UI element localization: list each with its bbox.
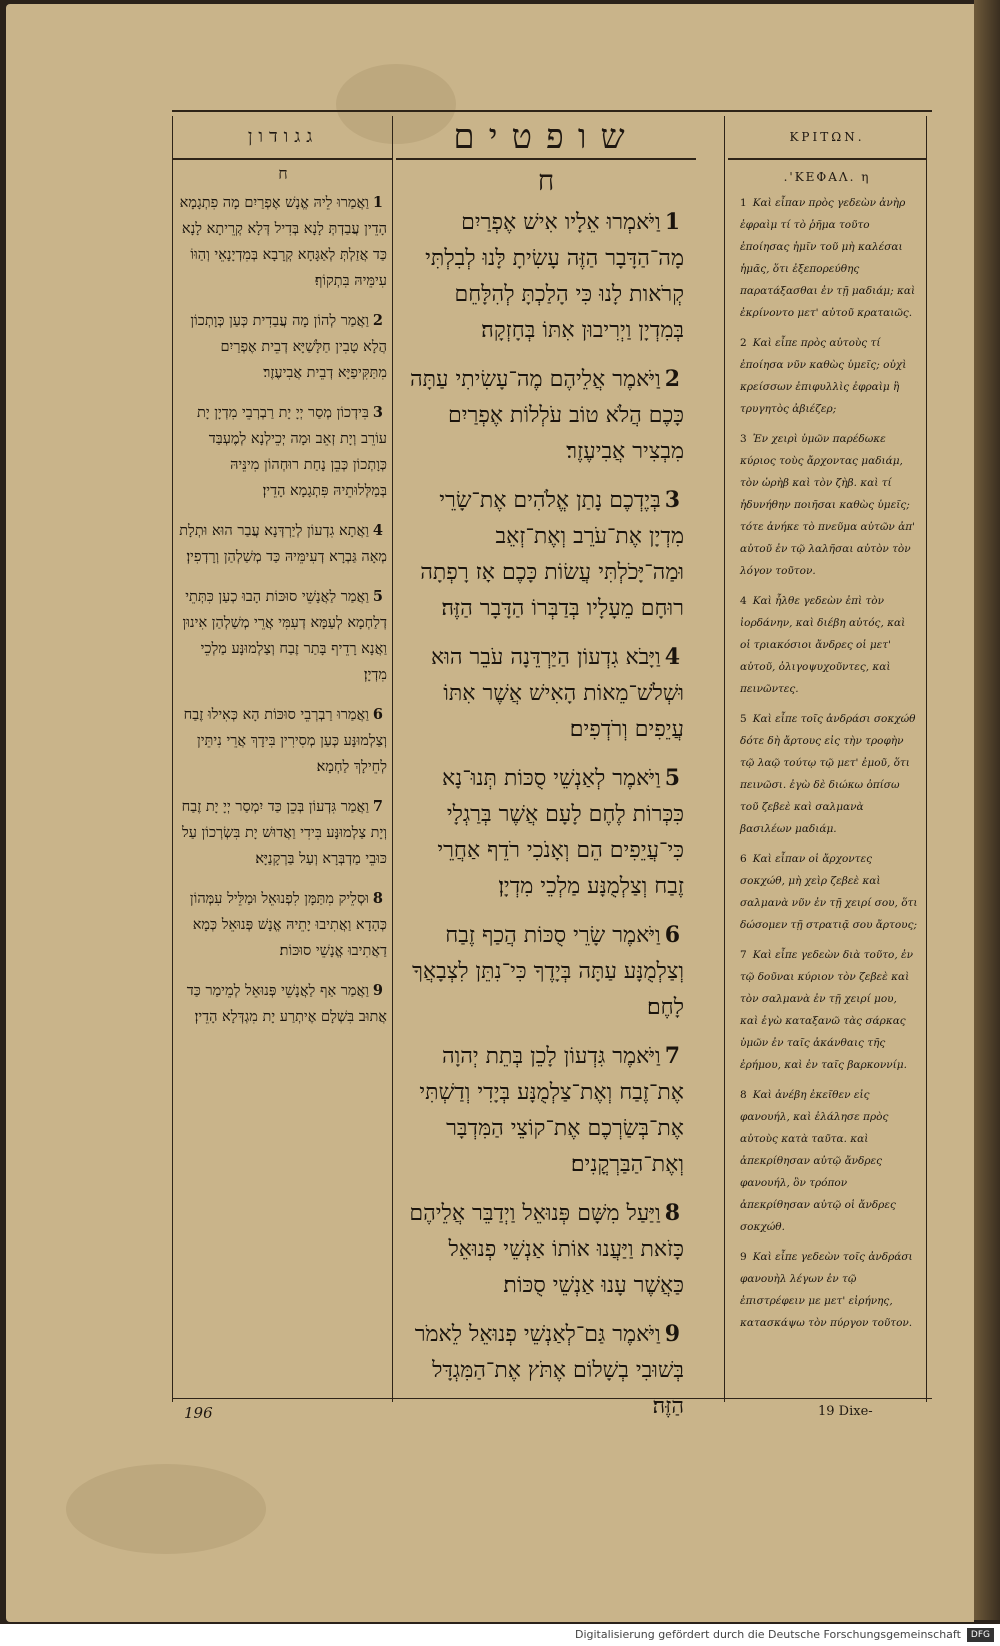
aramaic-verse-text: וַאֲמַר גִּדְעוֹן בְּכֵן כַּד יִמְסַר יְיָ יָת זֶבַח וְיָת צַלְמוּנָּע בִּידִי וַאֲדוּשׁ יָת בִּשְׂרְכוֹן עַל כּוּבֵי מַדְבְּרָא וְעַל בַּרְקָנַיָּא׃ <box>181 799 387 867</box>
hebrew-verse-number: 8 <box>664 1200 680 1226</box>
hebrew-column <box>396 116 696 1419</box>
hebrew-verse <box>396 1036 696 1183</box>
greek-verse-number: 1 <box>740 197 747 209</box>
aramaic-verse-number: 5 <box>372 588 383 605</box>
greek-verse-number: 2 <box>740 337 747 349</box>
hebrew-verse-text: וַיֹּאמֶר לְאַנְשֵׁי סֻכּוֹת תְּנוּ־נָא כִּכְּרוֹת לֶחֶם לָעָם אֲשֶׁר בְּרַגְלָי כִּי־עֲיֵפִים הֵם וְאָנֹכִי רֹדֵף אַחֲרֵי זֶבַח וְצַלְמֻנָּע מַלְכֵי מִדְיָן׃ <box>437 766 684 899</box>
aramaic-verse-number: 1 <box>372 194 383 211</box>
aramaic-verse-number: 9 <box>372 982 383 999</box>
aramaic-verse-text: וַאֲתָא גִדְעוֹן לְיַרְדְּנָא עֲבַר הוּא וּתְלָת מְאָה גַּבְרָא דְעִימֵּיהּ כַּד מְשַׁלְהַן וְרָדְפִין׃ <box>179 523 387 565</box>
aramaic-verse <box>173 516 393 570</box>
hebrew-verse <box>396 480 696 627</box>
hebrew-verse-number: 7 <box>664 1043 680 1069</box>
aramaic-verse-text: וּסְלֵיק מִתַּמָּן לִפְנוּאֵל וּמַלֵּיל עִמְּהוֹן כְּהָדָא וַאֲתִיבוּ יָתֵיהּ אֱנָשׁ פְּנוּאֵל כְּמָא דַאֲתִיבוּ אֱנָשֵׁי סוּכּוֹת׃ <box>189 891 387 959</box>
greek-verse <box>728 846 926 936</box>
greek-verse-text: Καὶ ἦλθε γεδεὼν ἐπὶ τὸν ἰορδάνην, καὶ διέβη αὐτός, καὶ οἱ τριακόσιοι ἄνδρες οἱ μετ' αὐτοῦ, ὀλιγοψυχοῦντες, καὶ πεινῶντες. <box>740 595 906 695</box>
hebrew-verse <box>396 637 696 748</box>
greek-verse-number: 9 <box>740 1251 747 1263</box>
greek-verse <box>728 1244 926 1334</box>
hebrew-chapter-number: ח <box>537 164 555 197</box>
greek-verse <box>728 942 926 1076</box>
aramaic-verse <box>173 188 393 294</box>
hebrew-verse-number: 4 <box>664 644 680 670</box>
bottom-rule <box>172 1398 932 1399</box>
greek-verse-text: Ἐν χειρὶ ὑμῶν παρέδωκε κύριος τοὺς ἄρχοντας μαδιάμ, τὸν ὠρὴβ καὶ τὸν ζὴβ. καὶ τί ἠδυνήθην ποιῆσαι καθὼς ὑμεῖς; τότε ἀνήκε τὸ πνεῦμα αὐτῶν ἀπ' αὐτοῦ ἐν τῷ λαλῆσαι αὐτὸν τὸν λόγον τοῦτον. <box>740 433 915 577</box>
greek-column-header: ΚΡΙΤΩΝ. <box>728 116 926 160</box>
greek-verse-text: Καὶ εἶπε γεδεὼν διὰ τοῦτο, ἐν τῷ δοῦναι κύριον τὸν ζεβεὲ καὶ τὸν σαλμανὰ ἐν τῇ χειρί μου, καὶ ἐγὼ καταξανῶ τὰς σάρκας ὑμῶν ἐν ταῖς ἀκάνθαις τῆς ἐρήμου, καὶ ἐν ταῖς βαρκοννίμ. <box>740 949 914 1071</box>
aramaic-verse <box>173 582 393 688</box>
hebrew-verse-text: וַיַּעַל מִשָּׁם פְּנוּאֵל וַיְדַבֵּר אֲלֵיהֶם כָּזֹאת וַיַּעֲנוּ אוֹתוֹ אַנְשֵׁי פְנוּאֵל כַּאֲשֶׁר עָנוּ אַנְשֵׁי סֻכּוֹת׃ <box>409 1201 684 1298</box>
aramaic-verse-text: וַאֲמַרוּ לֵיהּ אֱנָשׁ אֶפְרַיִם מָה פִתְגָמָא הָדֵין עֲבַדְתְּ לָנָא בְּדִיל דְּלָא קְרֵיתָא לָנָא כַּד אֲזַלְתְּ לְאַגָּחָא קְרָבָא בְּמִדְיָנָאֵי וְהַוּוֹ עִימֵּיהּ בִּתְקוֹף׃ <box>179 195 387 289</box>
greek-verse-text: Καὶ εἶπαν πρὸς γεδεὼν ἀνὴρ ἐφραὶμ τί τὸ ῥῆμα τοῦτο ἐποίησας ἡμῖν τοῦ μὴ καλέσαι ἡμᾶς, ὅτι ἐξεπορεύθης παρατάξασθαι ἐν τῇ μαδιάμ; καὶ ἐκρίνοντο μετ' αὐτοῦ κραταιῶς. <box>740 197 916 319</box>
hebrew-verse-text: וַיֹּאמֶר אֲלֵיהֶם מֶה־עָשִׂיתִי עַתָּה כָּכֶם הֲלֹא טוֹב עֹלְלוֹת אֶפְרַיִם מִבְצִיר אֲבִיעֶזֶר׃ <box>409 367 684 464</box>
hebrew-verse <box>396 359 696 470</box>
aramaic-verse-text: וַאֲמַר לַאֲנָשֵׁי סוּכּוֹת הָבוּ כְעַן כִּתְּתֵי דְלַחְמָא לְעַמָּא דְעִמִּי אֲרֵי מְשַׁלְהַן אִינוּן וַאֲנָא רָדֵיף בָּתַר זֶבַח וְצַלְמוּנָּע מַלְכֵי מִדְיָן׃ <box>182 589 387 683</box>
aramaic-verse-text: וַאֲמַרוּ רַבְרְבֵי סוּכּוֹת הָא כְּאִילוּ זֶבַח וְצַלְמוּנָּע כְּעַן מְסִירִין בִּידָךְ אֲרֵי נִיתֵּין לְחֵילָךְ לַחְמָא׃ <box>183 707 387 775</box>
greek-verse <box>728 330 926 420</box>
hebrew-verse <box>396 1193 696 1304</box>
hebrew-verse-number: 9 <box>664 1321 680 1347</box>
greek-verse <box>728 588 926 700</box>
signature-catchword: 19 Dixe- <box>818 1404 873 1419</box>
aramaic-verse <box>173 306 393 386</box>
greek-verse-number: 4 <box>740 595 747 607</box>
hebrew-verse-number: 3 <box>664 487 680 513</box>
hebrew-verse-text: וַיֹּאמֶר שָׂרֵי סֻכּוֹת הֲכַף זֶבַח וְצַלְמֻנָּע עַתָּה בְּיָדֶךָ כִּי־נִתֵּן לִצְבָאֲךָ לָחֶם׃ <box>412 923 684 1020</box>
greek-verse-text: Καὶ εἶπε τοῖς ἀνδράσι σοκχώθ δότε δὴ ἄρτους εἰς τὴν τροφὴν τῷ λαῷ τούτῳ τῷ μετ' ἐμοῦ, ὅτι πεινῶσι. ἐγὼ δὲ διώκω ὀπίσω τοῦ ζεβεὲ καὶ σαλμανὰ βασιλέων μαδιάμ. <box>740 713 916 835</box>
hebrew-verse-text: וַיֹּאמֶר גַּם־לְאַנְשֵׁי פְנוּאֵל לֵאמֹר בְּשׁוּבִי בְשָׁלוֹם אֶתֹּץ אֶת־הַמִּגְדָּל הַזֶּה׃ <box>414 1322 684 1419</box>
greek-chapter-heading: ΚΕΦΑΛ. η'. <box>783 170 871 184</box>
hebrew-verse-number: 2 <box>664 366 680 392</box>
greek-column <box>728 116 927 1402</box>
greek-verse-text: Καὶ εἶπε πρὸς αὐτοὺς τί ἐποίησα νῦν καθὼς ὑμεῖς; οὐχὶ κρείσσων ἐπιφυλλὶς ἐφραὶμ ἢ τρυγητὸς ἀβιέζερ; <box>740 337 907 415</box>
aramaic-verse-number: 7 <box>372 798 383 815</box>
hebrew-verse <box>396 202 696 349</box>
hebrew-verse <box>396 758 696 905</box>
greek-verse <box>728 1082 926 1238</box>
greek-verse-number: 6 <box>740 853 747 865</box>
hebrew-verse-text: וַיָּבֹא גִדְעוֹן הַיַּרְדֵּנָה עֹבֵר הוּא וּשְׁלֹשׁ־מֵאוֹת הָאִישׁ אֲשֶׁר אִתּוֹ עֲיֵפִים וְרֹדְפִים׃ <box>431 645 684 742</box>
aramaic-verse <box>173 398 393 504</box>
aramaic-verse-number: 4 <box>372 522 383 539</box>
hebrew-verse <box>396 915 696 1026</box>
greek-verse-text: Καὶ εἶπε γεδεὼν τοῖς ἀνδράσι φανουὴλ λέγων ἐν τῷ ἐπιστρέφειν με μετ' εἰρήνης, κατασκάψω τὸν πύργον τοῦτον. <box>740 1251 913 1329</box>
aramaic-verse-number: 8 <box>372 890 383 907</box>
hebrew-verse-text: וַיֹּאמֶר גִּדְעוֹן לָכֵן בְּתֵת יְהוָה אֶת־זֶבַח וְאֶת־צַלְמֻנָּע בְּיָדִי וְדַשְׁתִּי אֶת־בְּשַׂרְכֶם אֶת־קוֹצֵי הַמִּדְבָּר וְאֶת־הַבַּרְקֳנִים׃ <box>419 1044 684 1177</box>
aramaic-column-header: גגודון <box>173 116 393 160</box>
aramaic-verse-text: וַאֲמַר לְהוֹן מָה עֲבַדִית כְּעַן כְּוָתְכוֹן הֲלָא טָבִין חַלָּשַׁיָּא דְבֵית אֶפְרַיִם מִתַּקִּיפַיָּא דְבֵית אֲבִיעֶזֶר׃ <box>190 313 387 381</box>
hebrew-verse <box>396 1314 696 1425</box>
hebrew-verse-number: 6 <box>664 922 680 948</box>
greek-verse-text: Καὶ ἀνέβη ἐκεῖθεν εἰς φανουήλ, καὶ ἐλάλησε πρὸς αὐτοὺς κατὰ ταῦτα. καὶ ἀπεκρίθησαν αὐτῷ ἄνδρες φανουήλ, ὃν τρόπον ἀπεκρίθησαν αὐτῷ οἱ ἄνδρες σοκχώθ. <box>740 1089 896 1233</box>
aramaic-column <box>172 116 393 1402</box>
aramaic-verse <box>173 792 393 872</box>
page-number: 196 <box>184 1404 213 1422</box>
greek-verse-number: 5 <box>740 713 747 725</box>
aramaic-verse <box>173 884 393 964</box>
greek-verse <box>728 706 926 840</box>
greek-verse-number: 8 <box>740 1089 747 1101</box>
greek-verse-number: 3 <box>740 433 747 445</box>
hebrew-column-header: שופטים <box>396 116 696 160</box>
aramaic-chapter-number: ח <box>278 164 288 183</box>
greek-verse-number: 7 <box>740 949 747 961</box>
aramaic-verse-text: בִּידְכוֹן מְסַר יְיָ יָת רַבְרְבֵי מִדְיָן יָת עוֹרֵב וְיָת זְאֵב וּמָה יְכֵילְנָא לְמֶעְבַּד כְּוָתְכוֹן כְּבֵן נָחַת רוּחְהוֹן מִינֵּיהּ בְּמַלְּלוּתֵיהּ פִּתְגָמָא הָדֵין׃ <box>197 405 387 499</box>
hebrew-verse-text: בְּיֶדְכֶם נָתַן אֱלֹהִים אֶת־שָׂרֵי מִדְיָן אֶת־עֹרֵב וְאֶת־זְאֵב וּמַה־יָּכֹלְתִּי עֲשׂוֹת כָּכֶם אָז רָפְתָה רוּחָם מֵעָלָיו בְּדַבְּרוֹ הַדָּבָר הַזֶּה׃ <box>420 488 684 621</box>
greek-verse <box>728 190 926 324</box>
aramaic-verse <box>173 700 393 780</box>
greek-verse <box>728 426 926 582</box>
digitization-footer <box>0 1624 1000 1646</box>
facing-page-edge <box>974 0 1000 1620</box>
aramaic-verse-number: 3 <box>372 404 383 421</box>
aramaic-verse-text: וַאֲמַר אַף לַאֲנָשֵׁי פְּנוּאֵל לְמֵימַר כַּד אֲתוּב בִּשְׁלָם אֶיתְרַע יָת מִגְדְּלָא הָדֵין׃ <box>186 983 387 1025</box>
hebrew-verse-text: וַיֹּאמְרוּ אֵלָיו אִישׁ אֶפְרַיִם מָה־הַדָּבָר הַזֶּה עָשִׂיתָ לָּנוּ לְבִלְתִּי קְרֹאות לָנוּ כִּי הָלַכְתָּ לְהִלָּחֵם בְּמִדְיָן וַיְרִיבוּן אִתּוֹ בְּחָזְקָה׃ <box>425 210 684 343</box>
hebrew-verse-number: 1 <box>664 209 680 235</box>
aramaic-verse-number: 6 <box>372 706 383 723</box>
aramaic-verse-number: 2 <box>372 312 383 329</box>
hebrew-verse-number: 5 <box>664 765 680 791</box>
digitization-note: Digitalisierung gefördert durch die Deutsche Forschungsgemeinschaft <box>574 1628 961 1641</box>
aramaic-verse <box>173 976 393 1030</box>
greek-verse-text: Καὶ εἶπαν οἱ ἄρχοντες σοκχώθ, μὴ χεὶρ ζεβεὲ καὶ σαλμανὰ νῦν ἐν τῇ χειρί σου, ὅτι δώσομεν τῇ στρατιᾷ σου ἄρτους; <box>740 853 918 931</box>
dfg-logo: DFG <box>967 1628 994 1642</box>
